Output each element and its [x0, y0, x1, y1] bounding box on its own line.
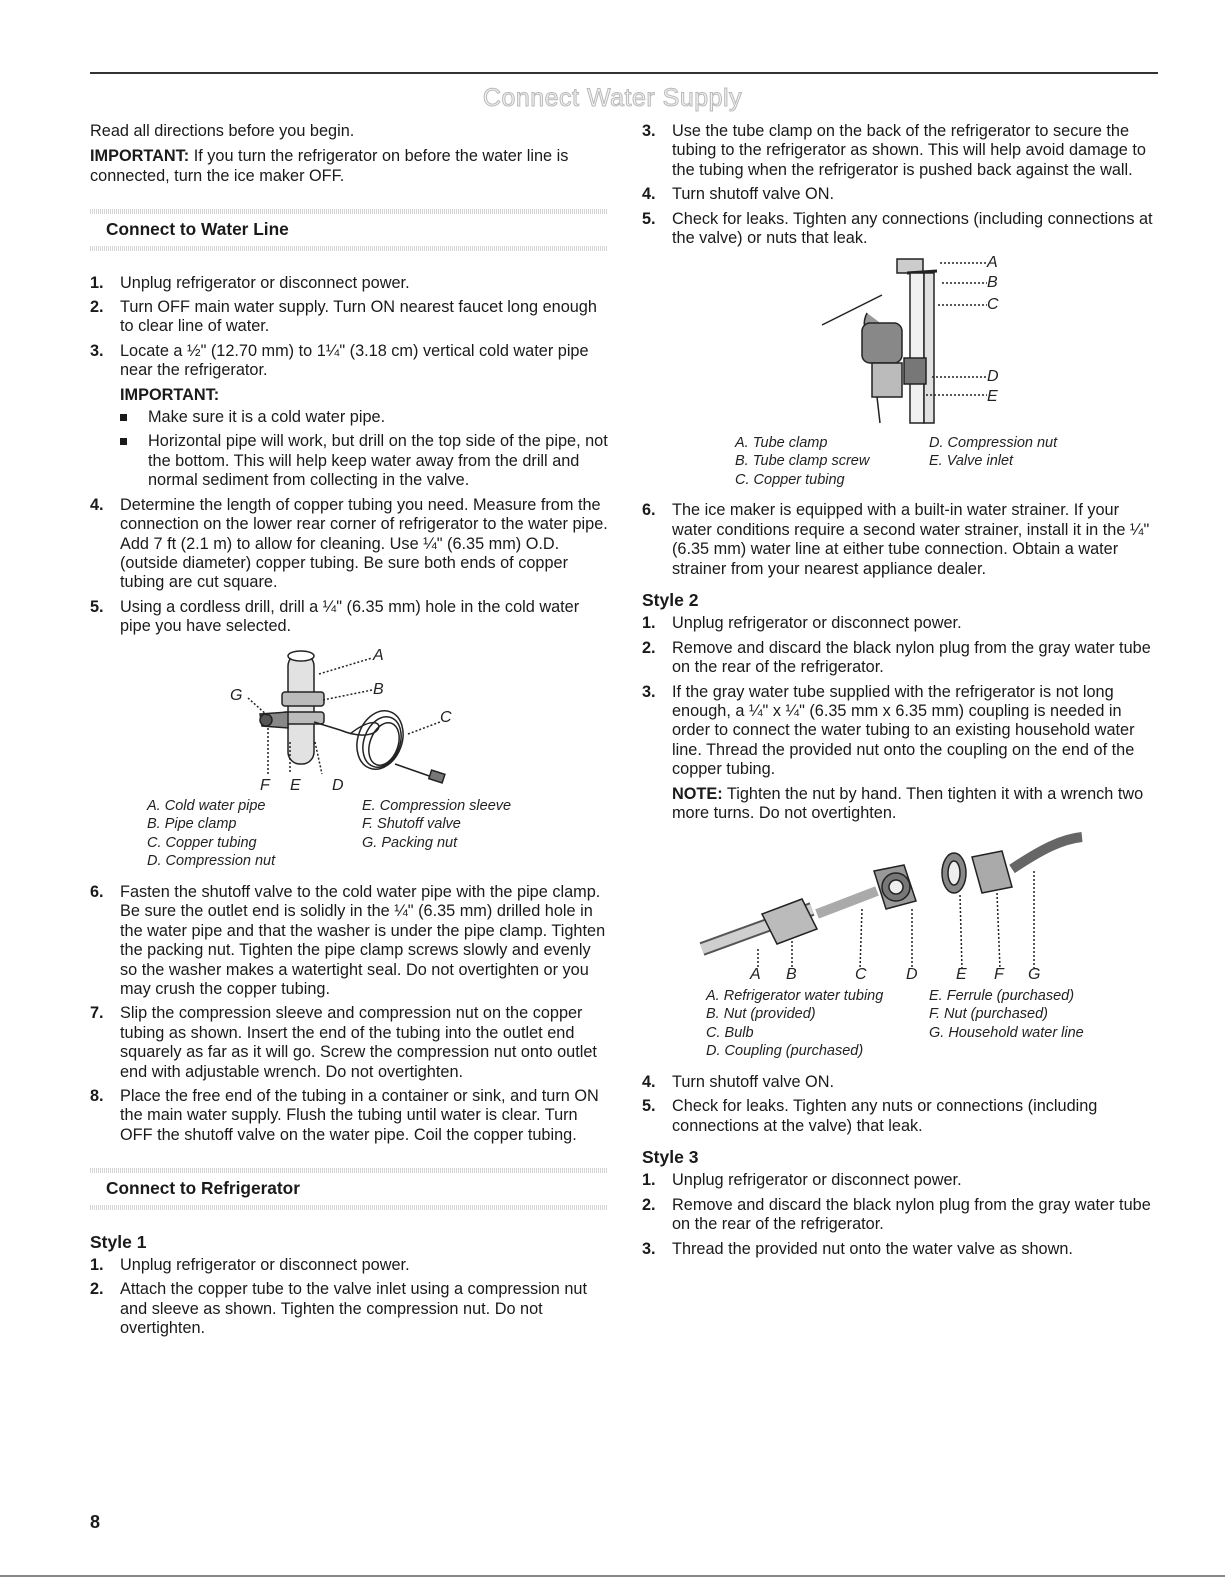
list-item [642, 1171, 1158, 1190]
step-number: 2. [642, 638, 656, 657]
legend-item: D. Compression nut [147, 853, 276, 870]
step-text: Locate a ½" (12.70 mm) to 1¼" (3.18 cm) vertical cold water pipe near the refrigerator. [120, 341, 589, 380]
right-column [642, 122, 1158, 1264]
step-number: 6. [90, 882, 104, 901]
step-text: Determine the length of copper tubing you need. Measure from the connection on the lower rear corner of refrigerator to the water pipe. Add 7 ft (2.1 m) to allow for cleaning. Use ¼" (6.35 mm) O.D. (outside diameter) copper tubing. Be sure both ends of copper tubing are cut square. [120, 495, 608, 592]
style1-steps-continued [642, 122, 1158, 248]
legend-item: E. Compression sleeve [362, 797, 512, 814]
bullet-item [120, 432, 608, 490]
style3-heading: Style 3 [642, 1147, 699, 1168]
intro-read-first: Read all directions before you begin. [90, 122, 355, 140]
step-text: If the gray water tube supplied with the refrigerator is not long enough, a ¼" x ¼" (6.35 mm x 6.35 mm) coupling is needed in order to connect the water tubing to an existing household water line. Thread the provided nut onto the coupling on the end of the copper tubing. [672, 682, 1135, 779]
step-number: 3. [642, 1239, 656, 1258]
legend-item: B. Pipe clamp [147, 816, 237, 833]
step-text: Attach the copper tube to the valve inlet using a compression nut and sleeve as shown. Tighten the compression nut. Do not overtighten. [120, 1280, 588, 1338]
valve-inlet-illustration [642, 253, 1158, 428]
legend-item [929, 1042, 1149, 1061]
legend-item: G. Household water line [929, 1024, 1084, 1041]
list-item [90, 298, 608, 337]
callout-d: D [906, 966, 918, 982]
callout-b: B [786, 966, 797, 982]
callout-b: B [373, 680, 384, 698]
legend-item [929, 471, 1149, 490]
list-item [642, 1073, 1158, 1092]
list-item [642, 614, 1158, 633]
list-item [90, 1280, 608, 1338]
style2-steps [642, 614, 1158, 779]
step-text: Use the tube clamp on the back of the refrigerator to secure the tubing to the refrigerator as shown. This will help avoid damage to the tubing when the refrigerator is pushed back against the wall. [672, 122, 1146, 179]
legend-item: C. Copper tubing [735, 471, 845, 488]
list-item [90, 274, 608, 293]
shutoff-valve-illustration [90, 642, 608, 792]
callout-e: E [290, 776, 301, 792]
legend-item: B. Nut (provided) [706, 1006, 816, 1023]
step-text: Turn shutoff valve ON. [672, 1072, 834, 1091]
style2-note [642, 785, 1158, 824]
callout-g: G [1028, 966, 1041, 982]
bottom-rule [0, 1575, 1225, 1577]
callout-f: F [994, 966, 1004, 982]
water-line-steps-c [90, 883, 608, 1145]
legend-item: D. Compression nut [929, 434, 1058, 451]
list-item [90, 1087, 608, 1145]
list-item [642, 185, 1158, 204]
legend-item: G. Packing nut [362, 834, 458, 851]
step-number: 1. [90, 273, 104, 292]
list-item [642, 122, 1158, 180]
bullet-text: Make sure it is a cold water pipe. [148, 408, 386, 427]
note-lead: NOTE: [672, 784, 723, 803]
coupling-figure [642, 829, 1158, 1060]
step-number: 2. [90, 1280, 104, 1299]
step-text: Thread the provided nut onto the water valve as shown. [672, 1239, 1073, 1258]
list-item [642, 1196, 1158, 1235]
list-item [90, 342, 608, 381]
style1-heading: Style 1 [90, 1231, 147, 1252]
list-item [90, 1004, 608, 1082]
figure-legend [642, 987, 1158, 1061]
step-number: 3. [90, 341, 104, 360]
list-item [642, 639, 1158, 678]
step-number: 2. [642, 1195, 656, 1214]
step-number: 3. [642, 122, 656, 140]
heading-band-bottom [90, 246, 608, 251]
list-item [642, 1097, 1158, 1136]
valve-inlet-figure [642, 253, 1158, 489]
callout-e: E [987, 388, 998, 406]
callout-c: C [855, 966, 867, 982]
list-item [90, 496, 608, 593]
step-number: 4. [642, 1072, 656, 1091]
step-text: Check for leaks. Tighten any connections (including connections at the valve) or nuts that leak. [672, 209, 1153, 248]
style1-steps [90, 1256, 608, 1339]
step-text: Unplug refrigerator or disconnect power. [120, 273, 410, 292]
style2-heading: Style 2 [642, 589, 699, 610]
important-bullets [90, 408, 608, 491]
step-number: 5. [90, 597, 104, 616]
step-text: Using a cordless drill, drill a ¼" (6.35 mm) hole in the cold water pipe you have selected. [120, 597, 580, 636]
important-sublabel: IMPORTANT: [120, 385, 220, 404]
legend-item: A. Cold water pipe [147, 797, 266, 814]
bullet-item [120, 408, 608, 427]
list-item [642, 501, 1158, 579]
style3-steps [642, 1171, 1158, 1259]
style1-steps-b [642, 501, 1158, 579]
step-number: 1. [642, 1171, 656, 1190]
step-number: 3. [642, 682, 656, 701]
top-rule [90, 72, 1158, 74]
step-text: Unplug refrigerator or disconnect power. [672, 1171, 962, 1190]
step-number: 8. [90, 1087, 104, 1105]
step-text: Place the free end of the tubing in a container or sink, and turn ON the main water supply. Flush the tubing until water is clear. Turn OFF the shutoff valve on the water pipe. Coil the copper tubing. [120, 1087, 599, 1144]
section-heading-refrigerator [90, 1159, 608, 1218]
important-text: If you turn the refrigerator on before the water line is connected, turn the ice maker OFF. [90, 147, 569, 185]
step-text: Unplug refrigerator or disconnect power. [672, 614, 962, 633]
style2-steps-b [642, 1073, 1158, 1136]
callout-e: E [956, 966, 967, 982]
water-line-steps [90, 274, 608, 381]
legend-item: A. Tube clamp [735, 434, 828, 451]
legend-item [362, 852, 582, 871]
step-text: Fasten the shutoff valve to the cold water pipe with the pipe clamp. Be sure the outlet end is solidly in the ¼" (6.35 mm) drilled hole in the water pipe and that the washer is under the pipe clamp. Tighten the packing nut. Tighten the pipe clamp screws slowly and evenly so the washer makes a watertight seal. Do not overtighten or you may crush the copper tubing. [120, 882, 606, 998]
water-line-heading: Connect to Water Line [106, 219, 289, 240]
step-number: 4. [90, 495, 104, 514]
note-text: Tighten the nut by hand. Then tighten it with a wrench two more turns. Do not overtighten. [672, 784, 1144, 823]
callout-b: B [987, 274, 998, 292]
legend-item: E. Ferrule (purchased) [929, 987, 1075, 1004]
step-number: 5. [642, 209, 656, 228]
bullet-square-icon [120, 414, 127, 421]
bullet-text: Horizontal pipe will work, but drill on the top side of the pipe, not the bottom. This will help keep water away from the drill and normal sediment from collecting in the valve. [148, 432, 608, 490]
section-heading-water-line [90, 200, 608, 259]
step-text: Remove and discard the black nylon plug from the gray water tube on the rear of the refrigerator. [672, 638, 1151, 677]
step-number: 1. [642, 614, 656, 633]
page-title: Connect Water Supply [482, 84, 743, 112]
legend-item: A. Refrigerator water tubing [706, 987, 884, 1004]
step-text: The ice maker is equipped with a built-in water strainer. If your water conditions require a second water strainer, install it in the ¼" (6.35 mm) water line at either tube connection. Obtain a water strainer from your nearest appliance dealer. [672, 501, 1150, 578]
page-number: 8 [90, 1512, 101, 1532]
step-text: Check for leaks. Tighten any nuts or connections (including connections at the valve) that leak. [672, 1097, 1098, 1135]
step-text: Turn shutoff valve ON. [672, 185, 834, 204]
step-number: 2. [90, 298, 104, 317]
step-text: Slip the compression sleeve and compression nut on the copper tubing as shown. Insert the end of the tubing into the outlet end squarely as far as it will go. Screw the compression nut onto outlet end with adjustable wrench. Do not overtighten. [120, 1004, 597, 1081]
step-number: 6. [642, 501, 656, 520]
callout-a: A [987, 254, 998, 272]
bullet-square-icon [120, 438, 127, 445]
step-number: 1. [90, 1256, 104, 1275]
list-item [642, 683, 1158, 780]
step-text: Turn OFF main water supply. Turn ON nearest faucet long enough to clear line of water. [120, 298, 597, 336]
heading-band-bottom [90, 1205, 608, 1210]
list-item [90, 1256, 608, 1275]
step-number: 4. [642, 185, 656, 204]
callout-c: C [987, 296, 999, 314]
callout-f: F [260, 776, 270, 792]
step-number: 7. [90, 1004, 104, 1023]
legend-item: C. Copper tubing [147, 834, 257, 851]
callout-d: D [987, 368, 999, 386]
legend-item: F. Shutoff valve [362, 816, 461, 833]
important-lead: IMPORTANT: [90, 147, 190, 166]
callout-g: G [230, 686, 243, 704]
step-number: 5. [642, 1097, 656, 1116]
callout-d: D [332, 776, 344, 792]
refrigerator-heading: Connect to Refrigerator [106, 1178, 300, 1199]
list-item [642, 1240, 1158, 1259]
list-item [642, 210, 1158, 249]
callout-c: C [440, 708, 452, 726]
legend-item: F. Nut (purchased) [929, 1006, 1049, 1023]
callout-a: A [750, 966, 761, 982]
step-text: Unplug refrigerator or disconnect power. [120, 1256, 410, 1275]
intro-important [90, 147, 608, 186]
legend-item: B. Tube clamp screw [735, 453, 870, 470]
list-item [90, 883, 608, 999]
shutoff-valve-figure [90, 642, 608, 871]
figure-legend [642, 434, 1158, 490]
list-item [90, 598, 608, 637]
water-line-steps-b [90, 496, 608, 637]
legend-item: C. Bulb [706, 1024, 754, 1041]
legend-item: D. Coupling (purchased) [706, 1043, 864, 1060]
coupling-illustration [642, 829, 1158, 981]
step-text: Remove and discard the black nylon plug from the gray water tube on the rear of the refrigerator. [672, 1195, 1151, 1234]
figure-legend [90, 797, 608, 871]
legend-item: E. Valve inlet [929, 453, 1014, 470]
callout-a: A [373, 646, 384, 664]
left-column [90, 122, 608, 1344]
